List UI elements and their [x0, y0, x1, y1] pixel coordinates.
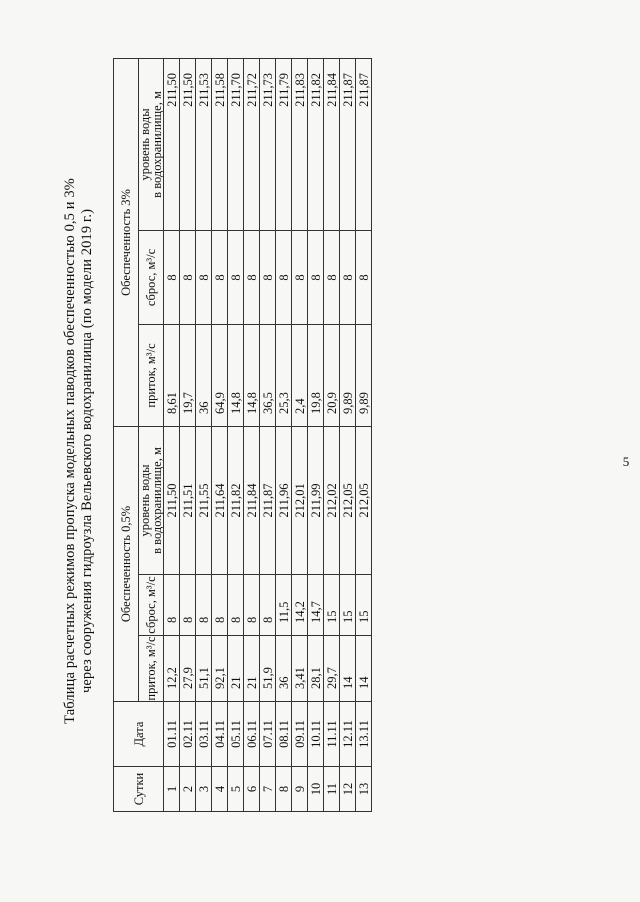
- header-level-0-5: [139, 426, 164, 574]
- date-cell: 06.11: [244, 702, 260, 767]
- level-0-5-cell: 212,02: [324, 426, 340, 574]
- level-3-cell: 211,84: [324, 58, 340, 230]
- date-cell: 13.11: [356, 702, 372, 767]
- date-cell: 08.11: [276, 702, 292, 767]
- inflow-0-5-cell: 51,1: [196, 636, 212, 702]
- day-cell: 13: [356, 767, 372, 812]
- inflow-3-cell: 2,4: [292, 324, 308, 426]
- header-level-3-line-2: в водохранилище, м: [150, 91, 164, 198]
- discharge-0-5-cell: 8: [228, 575, 244, 636]
- level-3-cell: 211,83: [292, 58, 308, 230]
- discharge-3-cell: 8: [212, 230, 228, 324]
- header-level-0-5-line-1: уровень воды: [138, 464, 152, 537]
- date-cell: 11.11: [324, 702, 340, 767]
- table-row: [276, 58, 292, 811]
- discharge-3-cell: 8: [164, 230, 180, 324]
- header-discharge-3: сброс, м³/с: [139, 230, 164, 324]
- level-0-5-cell: 211,84: [244, 426, 260, 574]
- day-cell: 5: [228, 767, 244, 812]
- day-cell: 9: [292, 767, 308, 812]
- inflow-3-cell: 14,8: [228, 324, 244, 426]
- date-cell: 02.11: [180, 702, 196, 767]
- date-cell: 09.11: [292, 702, 308, 767]
- level-3-cell: 211,50: [164, 58, 180, 230]
- table-title-line-2: через сооружения гидроузла Вельевского водохранилища (по модели 2019 г.): [79, 209, 95, 694]
- day-cell: 3: [196, 767, 212, 812]
- inflow-3-cell: 20,9: [324, 324, 340, 426]
- discharge-3-cell: 8: [276, 230, 292, 324]
- discharge-0-5-cell: 15: [340, 575, 356, 636]
- inflow-0-5-cell: 28,1: [308, 636, 324, 702]
- level-0-5-cell: 211,55: [196, 426, 212, 574]
- discharge-0-5-cell: 8: [164, 575, 180, 636]
- day-cell: 4: [212, 767, 228, 812]
- header-level-3: [139, 58, 164, 230]
- table-header-sub-row: [139, 58, 164, 811]
- inflow-3-cell: 8,61: [164, 324, 180, 426]
- inflow-0-5-cell: 21: [244, 636, 260, 702]
- date-cell: 01.11: [164, 702, 180, 767]
- table-row: [324, 58, 340, 811]
- table-row: [244, 58, 260, 811]
- inflow-0-5-cell: 12,2: [164, 636, 180, 702]
- header-date: Дата: [114, 702, 164, 767]
- discharge-0-5-cell: 14,2: [292, 575, 308, 636]
- inflow-0-5-cell: 36: [276, 636, 292, 702]
- level-3-cell: 211,72: [244, 58, 260, 230]
- discharge-3-cell: 8: [260, 230, 276, 324]
- day-cell: 12: [340, 767, 356, 812]
- level-3-cell: 211,50: [180, 58, 196, 230]
- level-0-5-cell: 211,51: [180, 426, 196, 574]
- inflow-0-5-cell: 92,1: [212, 636, 228, 702]
- inflow-0-5-cell: 21: [228, 636, 244, 702]
- inflow-0-5-cell: 14: [356, 636, 372, 702]
- inflow-3-cell: 14,8: [244, 324, 260, 426]
- level-0-5-cell: 211,99: [308, 426, 324, 574]
- discharge-0-5-cell: 8: [196, 575, 212, 636]
- inflow-0-5-cell: 3,41: [292, 636, 308, 702]
- level-3-cell: 211,87: [340, 58, 356, 230]
- day-cell: 2: [180, 767, 196, 812]
- date-cell: 07.11: [260, 702, 276, 767]
- inflow-3-cell: 9,89: [340, 324, 356, 426]
- level-3-cell: 211,58: [212, 58, 228, 230]
- day-cell: 1: [164, 767, 180, 812]
- inflow-0-5-cell: 27,9: [180, 636, 196, 702]
- level-0-5-cell: 211,50: [164, 426, 180, 574]
- table-header-group-row: [114, 58, 139, 811]
- header-level-3-line-1: уровень воды: [138, 108, 152, 181]
- discharge-0-5-cell: 8: [180, 575, 196, 636]
- discharge-3-cell: 8: [292, 230, 308, 324]
- header-discharge-0-5: сброс, м³/с: [139, 575, 164, 636]
- level-3-cell: 211,70: [228, 58, 244, 230]
- table-row: [356, 58, 372, 811]
- page-number: 5: [622, 453, 630, 469]
- discharge-0-5-cell: 11,5: [276, 575, 292, 636]
- table-row: [308, 58, 324, 811]
- header-inflow-3: приток, м³/с: [139, 324, 164, 426]
- level-3-cell: 211,73: [260, 58, 276, 230]
- table-row: [292, 58, 308, 811]
- level-3-cell: 211,79: [276, 58, 292, 230]
- level-0-5-cell: 211,64: [212, 426, 228, 574]
- table-title-line-1: Таблица расчетных режимов пропуска модельных паводков обеспеченностью 0,5 и 3%: [62, 178, 78, 724]
- date-cell: 05.11: [228, 702, 244, 767]
- header-day: Сутки: [114, 767, 164, 812]
- discharge-0-5-cell: 15: [356, 575, 372, 636]
- inflow-0-5-cell: 29,7: [324, 636, 340, 702]
- discharge-3-cell: 8: [324, 230, 340, 324]
- discharge-0-5-cell: 14,7: [308, 575, 324, 636]
- discharge-3-cell: 8: [356, 230, 372, 324]
- header-group-3-percent: Обеспеченность 3%: [114, 58, 139, 426]
- discharge-3-cell: 8: [180, 230, 196, 324]
- level-0-5-cell: 212,05: [356, 426, 372, 574]
- inflow-3-cell: 25,3: [276, 324, 292, 426]
- table-row: [164, 58, 180, 811]
- inflow-3-cell: 64,9: [212, 324, 228, 426]
- discharge-0-5-cell: 8: [244, 575, 260, 636]
- level-3-cell: 211,82: [308, 58, 324, 230]
- level-0-5-cell: 212,05: [340, 426, 356, 574]
- date-cell: 12.11: [340, 702, 356, 767]
- level-3-cell: 211,87: [356, 58, 372, 230]
- header-level-0-5-line-2: в водохранилище, м: [150, 447, 164, 554]
- level-0-5-cell: 212,01: [292, 426, 308, 574]
- inflow-3-cell: 19,7: [180, 324, 196, 426]
- day-cell: 8: [276, 767, 292, 812]
- table-row: [212, 58, 228, 811]
- day-cell: 10: [308, 767, 324, 812]
- level-0-5-cell: 211,82: [228, 426, 244, 574]
- header-inflow-0-5: приток, м³/с: [139, 636, 164, 702]
- inflow-3-cell: 19,8: [308, 324, 324, 426]
- discharge-3-cell: 8: [308, 230, 324, 324]
- discharge-3-cell: 8: [244, 230, 260, 324]
- day-cell: 7: [260, 767, 276, 812]
- table-row: [260, 58, 276, 811]
- date-cell: 04.11: [212, 702, 228, 767]
- discharge-3-cell: 8: [228, 230, 244, 324]
- table-body: [164, 58, 372, 811]
- flood-regime-table: [113, 58, 372, 812]
- inflow-3-cell: 36,5: [260, 324, 276, 426]
- header-group-0-5-percent: Обеспеченность 0,5%: [114, 426, 139, 701]
- inflow-0-5-cell: 14: [340, 636, 356, 702]
- day-cell: 6: [244, 767, 260, 812]
- day-cell: 11: [324, 767, 340, 812]
- discharge-0-5-cell: 15: [324, 575, 340, 636]
- date-cell: 03.11: [196, 702, 212, 767]
- inflow-0-5-cell: 51,9: [260, 636, 276, 702]
- table-row: [228, 58, 244, 811]
- inflow-3-cell: 9,89: [356, 324, 372, 426]
- discharge-3-cell: 8: [196, 230, 212, 324]
- level-3-cell: 211,53: [196, 58, 212, 230]
- table-row: [180, 58, 196, 811]
- discharge-3-cell: 8: [340, 230, 356, 324]
- discharge-0-5-cell: 8: [212, 575, 228, 636]
- inflow-3-cell: 36: [196, 324, 212, 426]
- table-row: [196, 58, 212, 811]
- discharge-0-5-cell: 8: [260, 575, 276, 636]
- level-0-5-cell: 211,96: [276, 426, 292, 574]
- date-cell: 10.11: [308, 702, 324, 767]
- table-row: [340, 58, 356, 811]
- level-0-5-cell: 211,87: [260, 426, 276, 574]
